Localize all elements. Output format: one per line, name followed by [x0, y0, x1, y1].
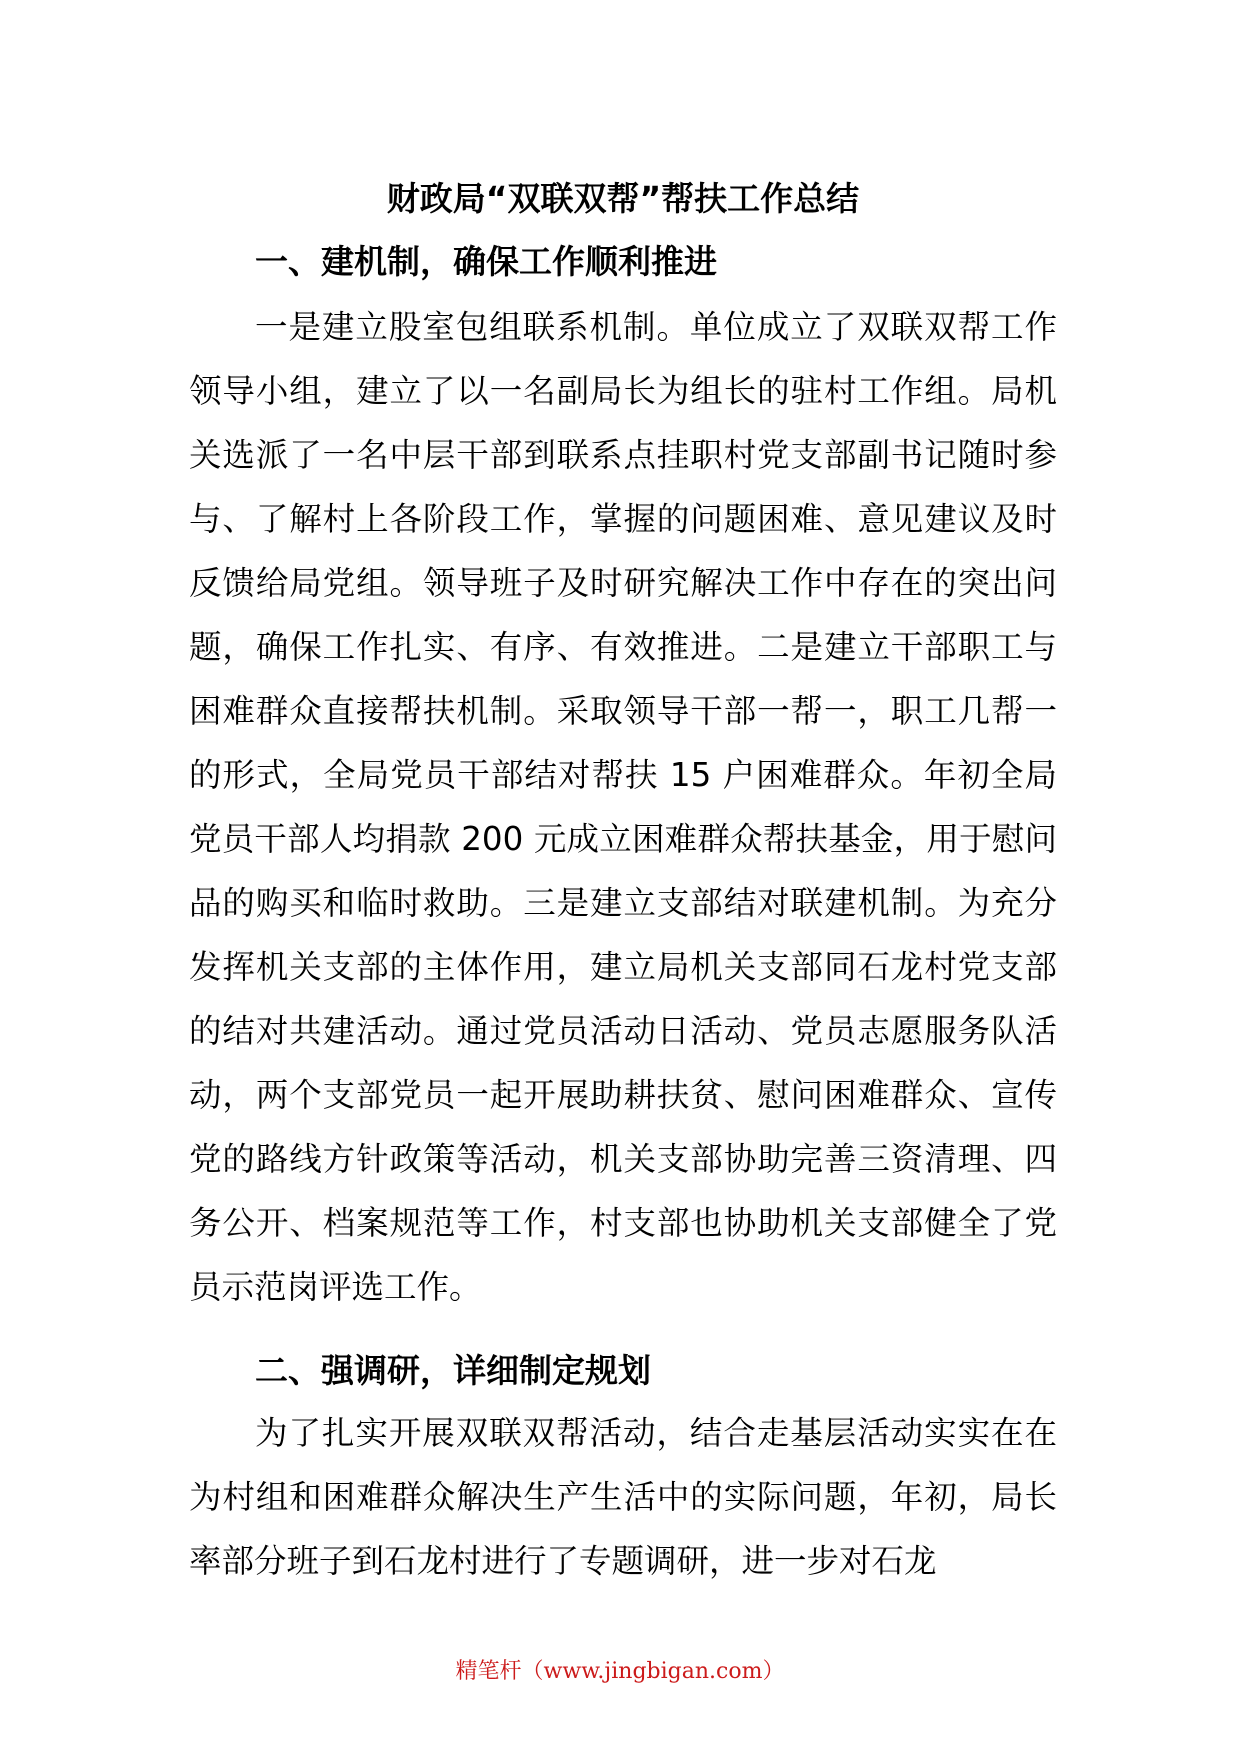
section-paragraph-1: 一是建立股室包组联系机制。单位成立了双联双帮工作领导小组，建立了以一名副局长为组长的驻村工作组。局机关选派了一名中层干部到联系点挂职村党支部副书记随时参与、了解村上各阶段工作，掌握的问题困难、意见建议及时反馈给局党组。领导班子及时研究解决工作中存在的突出问题，确保工作扎实、有序、有效推进。二是建立干部职工与困难群众直接帮扶机制。采取领导干部一帮一，职工几帮一的形式，全局党员干部结对帮扶 15 户困难群众。年初全局党员干部人均捐款 200 元成立困难群众帮扶基金，用于慰问品的购买和临时救助。三是建立支部结对联建机制。为充分发挥机关支部的主体作用，建立局机关支部同石龙村党支部的结对共建活动。通过党员活动日活动、党员志愿服务队活动，两个支部党员一起开展助耕扶贫、慰问困难群众、宣传党的路线方针政策等活动，机关支部协助完善三资清理、四务公开、档案规范等工作，村支部也协助机关支部健全了党员示范岗评选工作。	[189, 308, 1057, 1306]
document-title: 财政局“双联双帮”帮扶工作总结	[386, 179, 860, 218]
footer-watermark: 精笔杆（www.jingbigan.com）	[455, 1659, 785, 1684]
section-heading-1: 一、建机制，确保工作顺利推进	[255, 242, 717, 281]
section-paragraph-2: 为了扎实开展双联双帮活动，结合走基层活动实实在在为村组和困难群众解决生产生活中的实际问题，年初，局长率部分班子到石龙村进行了专题调研，进一步对石龙	[189, 1414, 1057, 1580]
section-heading-2: 二、强调研，详细制定规划	[255, 1351, 651, 1390]
